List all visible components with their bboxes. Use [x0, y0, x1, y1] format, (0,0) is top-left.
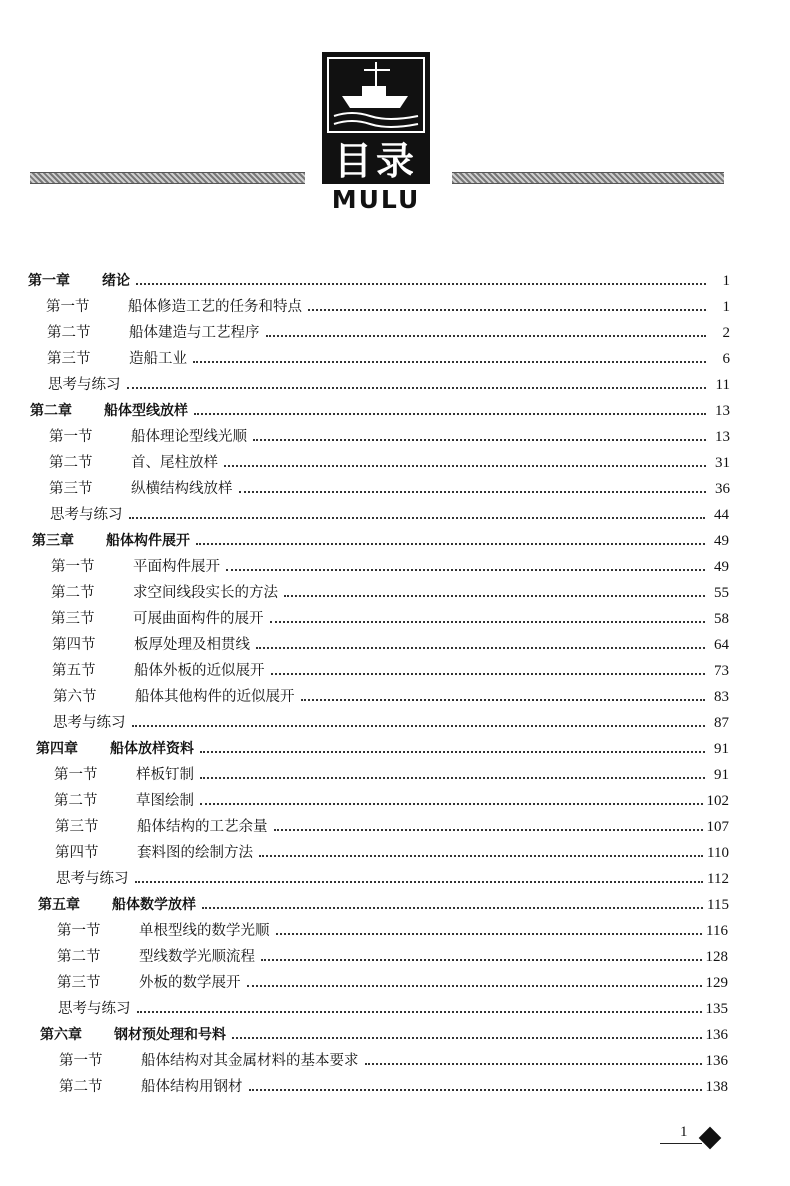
- toc-page-number: 129: [705, 975, 728, 991]
- dot-leader: [259, 854, 703, 857]
- dot-leader: [249, 1088, 702, 1091]
- dot-leader: [253, 438, 706, 441]
- toc-entry-label: [58, 1000, 135, 1018]
- toc-entry-label: [57, 948, 259, 966]
- toc-chapter-row[interactable]: [40, 1020, 728, 1044]
- toc-section-row[interactable]: [49, 474, 730, 498]
- toc-page-number: 31: [715, 455, 730, 471]
- toc-page-number: 2: [722, 325, 730, 341]
- toc-page-number: 115: [707, 897, 729, 913]
- toc-entry-label: [52, 662, 269, 680]
- toc-page-number: 136: [705, 1053, 728, 1069]
- toc-entry-title: 思考与练习: [56, 871, 129, 887]
- toc-section-row[interactable]: [51, 578, 729, 602]
- toc-exercise-row[interactable]: [50, 500, 729, 524]
- toc-page-number: 136: [705, 1027, 728, 1043]
- toc-entry-label: [55, 844, 257, 862]
- toc-entry-number: 第三节: [55, 819, 99, 835]
- toc-entry-title: 可展曲面构件的展开: [133, 611, 264, 627]
- toc-entry-label: [57, 922, 274, 940]
- toc-entry-title: 思考与练习: [53, 715, 126, 731]
- toc-page-number: 58: [714, 611, 729, 627]
- toc-page-number: 13: [715, 429, 730, 445]
- toc-section-row[interactable]: [46, 292, 730, 316]
- toc-entry-number: 第一节: [46, 299, 90, 315]
- dot-leader: [136, 282, 706, 285]
- toc-entry-number: 第六章: [40, 1027, 82, 1043]
- toc-entry-number: 第一章: [28, 273, 70, 289]
- toc-chapter-row[interactable]: [32, 526, 729, 550]
- page-footer: [660, 1124, 730, 1150]
- toc-page-number: 44: [714, 507, 729, 523]
- dot-leader: [129, 516, 706, 519]
- toc-page-number: 55: [714, 585, 729, 601]
- dot-leader: [200, 776, 705, 779]
- toc-page-number: 49: [714, 533, 729, 549]
- toc-section-row[interactable]: [55, 812, 729, 836]
- toc-page-number: 73: [714, 663, 729, 679]
- toc-entry-label: [53, 714, 130, 732]
- toc-section-row[interactable]: [52, 656, 729, 680]
- toc-section-row[interactable]: [59, 1046, 728, 1070]
- toc-entry-number: 第一节: [49, 429, 93, 445]
- toc-entry-title: 平面构件展开: [133, 559, 220, 575]
- toc-entry-number: 第三节: [49, 481, 93, 497]
- toc-entry-title: 造船工业: [129, 351, 187, 367]
- toc-page-number: 13: [715, 403, 730, 419]
- toc-entry-title: 船体型线放样: [104, 403, 188, 419]
- toc-section-row[interactable]: [57, 942, 728, 966]
- toc-entry-title: 船体构件展开: [106, 533, 190, 549]
- toc-entry-title: 船体结构用钢材: [141, 1079, 243, 1095]
- toc-entry-title: 船体建造与工艺程序: [129, 325, 260, 341]
- toc-entry-title: 钢材预处理和号料: [114, 1027, 226, 1043]
- toc-page-number: 138: [705, 1079, 728, 1095]
- toc-page-number: 91: [714, 741, 729, 757]
- toc-page-number: 116: [706, 923, 728, 939]
- toc-entry-number: 第六节: [53, 689, 97, 705]
- toc-entry-number: 第五节: [52, 663, 96, 679]
- toc-entry-label: [49, 428, 251, 446]
- toc-entry-title: 单根型线的数学光顺: [139, 923, 270, 939]
- toc-entry-title: 绪论: [102, 273, 130, 289]
- toc-chapter-row[interactable]: [38, 890, 729, 914]
- toc-section-row[interactable]: [57, 916, 728, 940]
- toc-entry-label: [36, 740, 198, 758]
- toc-entry-number: 第三节: [47, 351, 91, 367]
- toc-entry-label: [50, 506, 127, 524]
- toc-section-row[interactable]: [51, 604, 729, 628]
- toc-entry-number: 第四节: [52, 637, 96, 653]
- toc-chapter-row[interactable]: [28, 266, 730, 290]
- toc-entry-title: 样板钉制: [136, 767, 194, 783]
- toc-entry-title: 船体其他构件的近似展开: [135, 689, 295, 705]
- toc-page-number: 36: [715, 481, 730, 497]
- toc-section-row[interactable]: [47, 344, 730, 368]
- toc-entry-title: 船体数学放样: [112, 897, 196, 913]
- page-subtitle: MULU: [331, 185, 421, 214]
- toc-entry-number: 第一节: [54, 767, 98, 783]
- toc-entry-title: 船体结构的工艺余量: [137, 819, 268, 835]
- toc-page-number: 6: [722, 351, 730, 367]
- dot-leader: [266, 334, 707, 337]
- toc-entry-title: 思考与练习: [50, 507, 123, 523]
- toc-entry-label: [49, 454, 222, 472]
- dot-leader: [256, 646, 705, 649]
- toc-exercise-row[interactable]: [53, 708, 729, 732]
- dot-leader: [135, 880, 704, 883]
- toc-entry-label: [51, 584, 282, 602]
- toc-entry-title: 思考与练习: [48, 377, 121, 393]
- toc-entry-label: [30, 402, 192, 420]
- toc-entry-number: 第三章: [32, 533, 74, 549]
- dot-leader: [308, 308, 706, 311]
- dot-leader: [301, 698, 706, 701]
- toc-section-row[interactable]: [54, 786, 729, 810]
- dot-leader: [193, 360, 706, 363]
- toc-section-row[interactable]: [57, 968, 728, 992]
- footer-rule: [660, 1143, 702, 1144]
- toc-entry-number: 第二节: [47, 325, 91, 341]
- dot-leader: [276, 932, 703, 935]
- toc-page-number: 102: [706, 793, 729, 809]
- toc-entry-label: [54, 766, 198, 784]
- toc-entry-label: [40, 1026, 230, 1044]
- toc-entry-label: [51, 558, 224, 576]
- toc-entry-number: 第四章: [36, 741, 78, 757]
- toc-entry-title: 草图绘制: [136, 793, 194, 809]
- dot-leader: [284, 594, 705, 597]
- dot-leader: [232, 1036, 702, 1039]
- dot-leader: [226, 568, 705, 571]
- toc-page-number: 91: [714, 767, 729, 783]
- toc-section-row[interactable]: [49, 448, 730, 472]
- toc-page-number: 128: [705, 949, 728, 965]
- toc-section-row[interactable]: [47, 318, 730, 342]
- toc-entry-title: 外板的数学展开: [139, 975, 241, 991]
- dot-leader: [274, 828, 703, 831]
- dot-leader: [196, 542, 705, 545]
- toc-page-number: 87: [714, 715, 729, 731]
- toc-exercise-row[interactable]: [48, 370, 730, 394]
- toc-page-number: 11: [715, 377, 730, 393]
- toc-entry-label: [46, 298, 306, 316]
- toc-entry-label: [59, 1052, 363, 1070]
- dot-leader: [137, 1010, 702, 1013]
- toc-page-number: 112: [707, 871, 729, 887]
- toc-entry-number: 第一节: [51, 559, 95, 575]
- toc-entry-number: 第四节: [55, 845, 99, 861]
- toc-entry-label: [52, 636, 254, 654]
- dot-leader: [127, 386, 707, 389]
- toc-entry-number: 第二节: [51, 585, 95, 601]
- toc-entry-number: 第三节: [57, 975, 101, 991]
- toc-entry-title: 船体外板的近似展开: [134, 663, 265, 679]
- toc-section-row[interactable]: [52, 630, 729, 654]
- toc-section-row[interactable]: [49, 422, 730, 446]
- toc-entry-number: 第五章: [38, 897, 80, 913]
- dot-leader: [271, 672, 706, 675]
- toc-entry-label: [47, 350, 191, 368]
- dot-leader: [132, 724, 706, 727]
- dot-leader: [194, 412, 706, 415]
- dot-leader: [247, 984, 702, 987]
- toc-entry-label: [51, 610, 268, 628]
- toc-entry-label: [59, 1078, 247, 1096]
- toc-page-number: 1: [722, 273, 730, 289]
- toc-section-row[interactable]: [54, 760, 729, 784]
- toc-entry-label: [28, 272, 134, 290]
- toc-entry-label: [48, 376, 125, 394]
- toc-entry-label: [55, 818, 272, 836]
- toc-page-number: 83: [714, 689, 729, 705]
- toc-entry-label: [57, 974, 245, 992]
- toc-chapter-row[interactable]: [30, 396, 730, 420]
- toc-entry-number: 第二节: [59, 1079, 103, 1095]
- toc-entry-number: 第二章: [30, 403, 72, 419]
- toc-entry-number: 第二节: [54, 793, 98, 809]
- toc-entry-title: 求空间线段实长的方法: [133, 585, 278, 601]
- toc-entry-number: 第二节: [57, 949, 101, 965]
- page-title: 目录: [322, 138, 430, 184]
- toc-entry-number: 第二节: [49, 455, 93, 471]
- dot-leader: [200, 802, 703, 805]
- toc-entry-title: 纵横结构线放样: [131, 481, 233, 497]
- dot-leader: [239, 490, 707, 493]
- toc-entry-number: 第三节: [51, 611, 95, 627]
- toc-page-number: 135: [705, 1001, 728, 1017]
- dot-leader: [270, 620, 706, 623]
- toc-entry-label: [32, 532, 194, 550]
- dot-leader: [261, 958, 702, 961]
- toc-section-row[interactable]: [55, 838, 729, 862]
- toc-entry-title: 首、尾柱放样: [131, 455, 218, 471]
- toc-entry-title: 思考与练习: [58, 1001, 131, 1017]
- toc-entry-title: 套料图的绘制方法: [137, 845, 253, 861]
- toc-page-number: 49: [714, 559, 729, 575]
- toc-section-row[interactable]: [53, 682, 729, 706]
- toc-entry-label: [53, 688, 299, 706]
- toc-section-row[interactable]: [51, 552, 729, 576]
- dot-leader: [202, 906, 703, 909]
- toc-entry-label: [38, 896, 200, 914]
- toc-entry-number: 第一节: [57, 923, 101, 939]
- toc-exercise-row[interactable]: [58, 994, 728, 1018]
- toc-entry-label: [47, 324, 264, 342]
- toc-exercise-row[interactable]: [56, 864, 729, 888]
- toc-entry-title: 船体修造工艺的任务和特点: [128, 299, 302, 315]
- toc-page-number: 107: [706, 819, 729, 835]
- toc-entry-number: 第一节: [59, 1053, 103, 1069]
- toc-page-number: 110: [707, 845, 729, 861]
- toc-entry-title: 船体理论型线光顺: [131, 429, 247, 445]
- dot-leader: [200, 750, 705, 753]
- toc-chapter-row[interactable]: [36, 734, 729, 758]
- toc-entry-title: 船体结构对其金属材料的基本要求: [141, 1053, 359, 1069]
- toc-entry-label: [54, 792, 198, 810]
- dot-leader: [224, 464, 706, 467]
- toc-entry-title: 板厚处理及相贯线: [134, 637, 250, 653]
- dot-leader: [365, 1062, 702, 1065]
- toc-entry-label: [49, 480, 237, 498]
- toc-section-row[interactable]: [59, 1072, 728, 1096]
- toc-page-number: 64: [714, 637, 729, 653]
- page-number: 1: [680, 1124, 688, 1140]
- toc-page-number: 1: [722, 299, 730, 315]
- toc-entry-title: 船体放样资料: [110, 741, 194, 757]
- diamond-icon: [699, 1127, 722, 1150]
- toc-entry-title: 型线数学光顺流程: [139, 949, 255, 965]
- toc-entry-label: [56, 870, 133, 888]
